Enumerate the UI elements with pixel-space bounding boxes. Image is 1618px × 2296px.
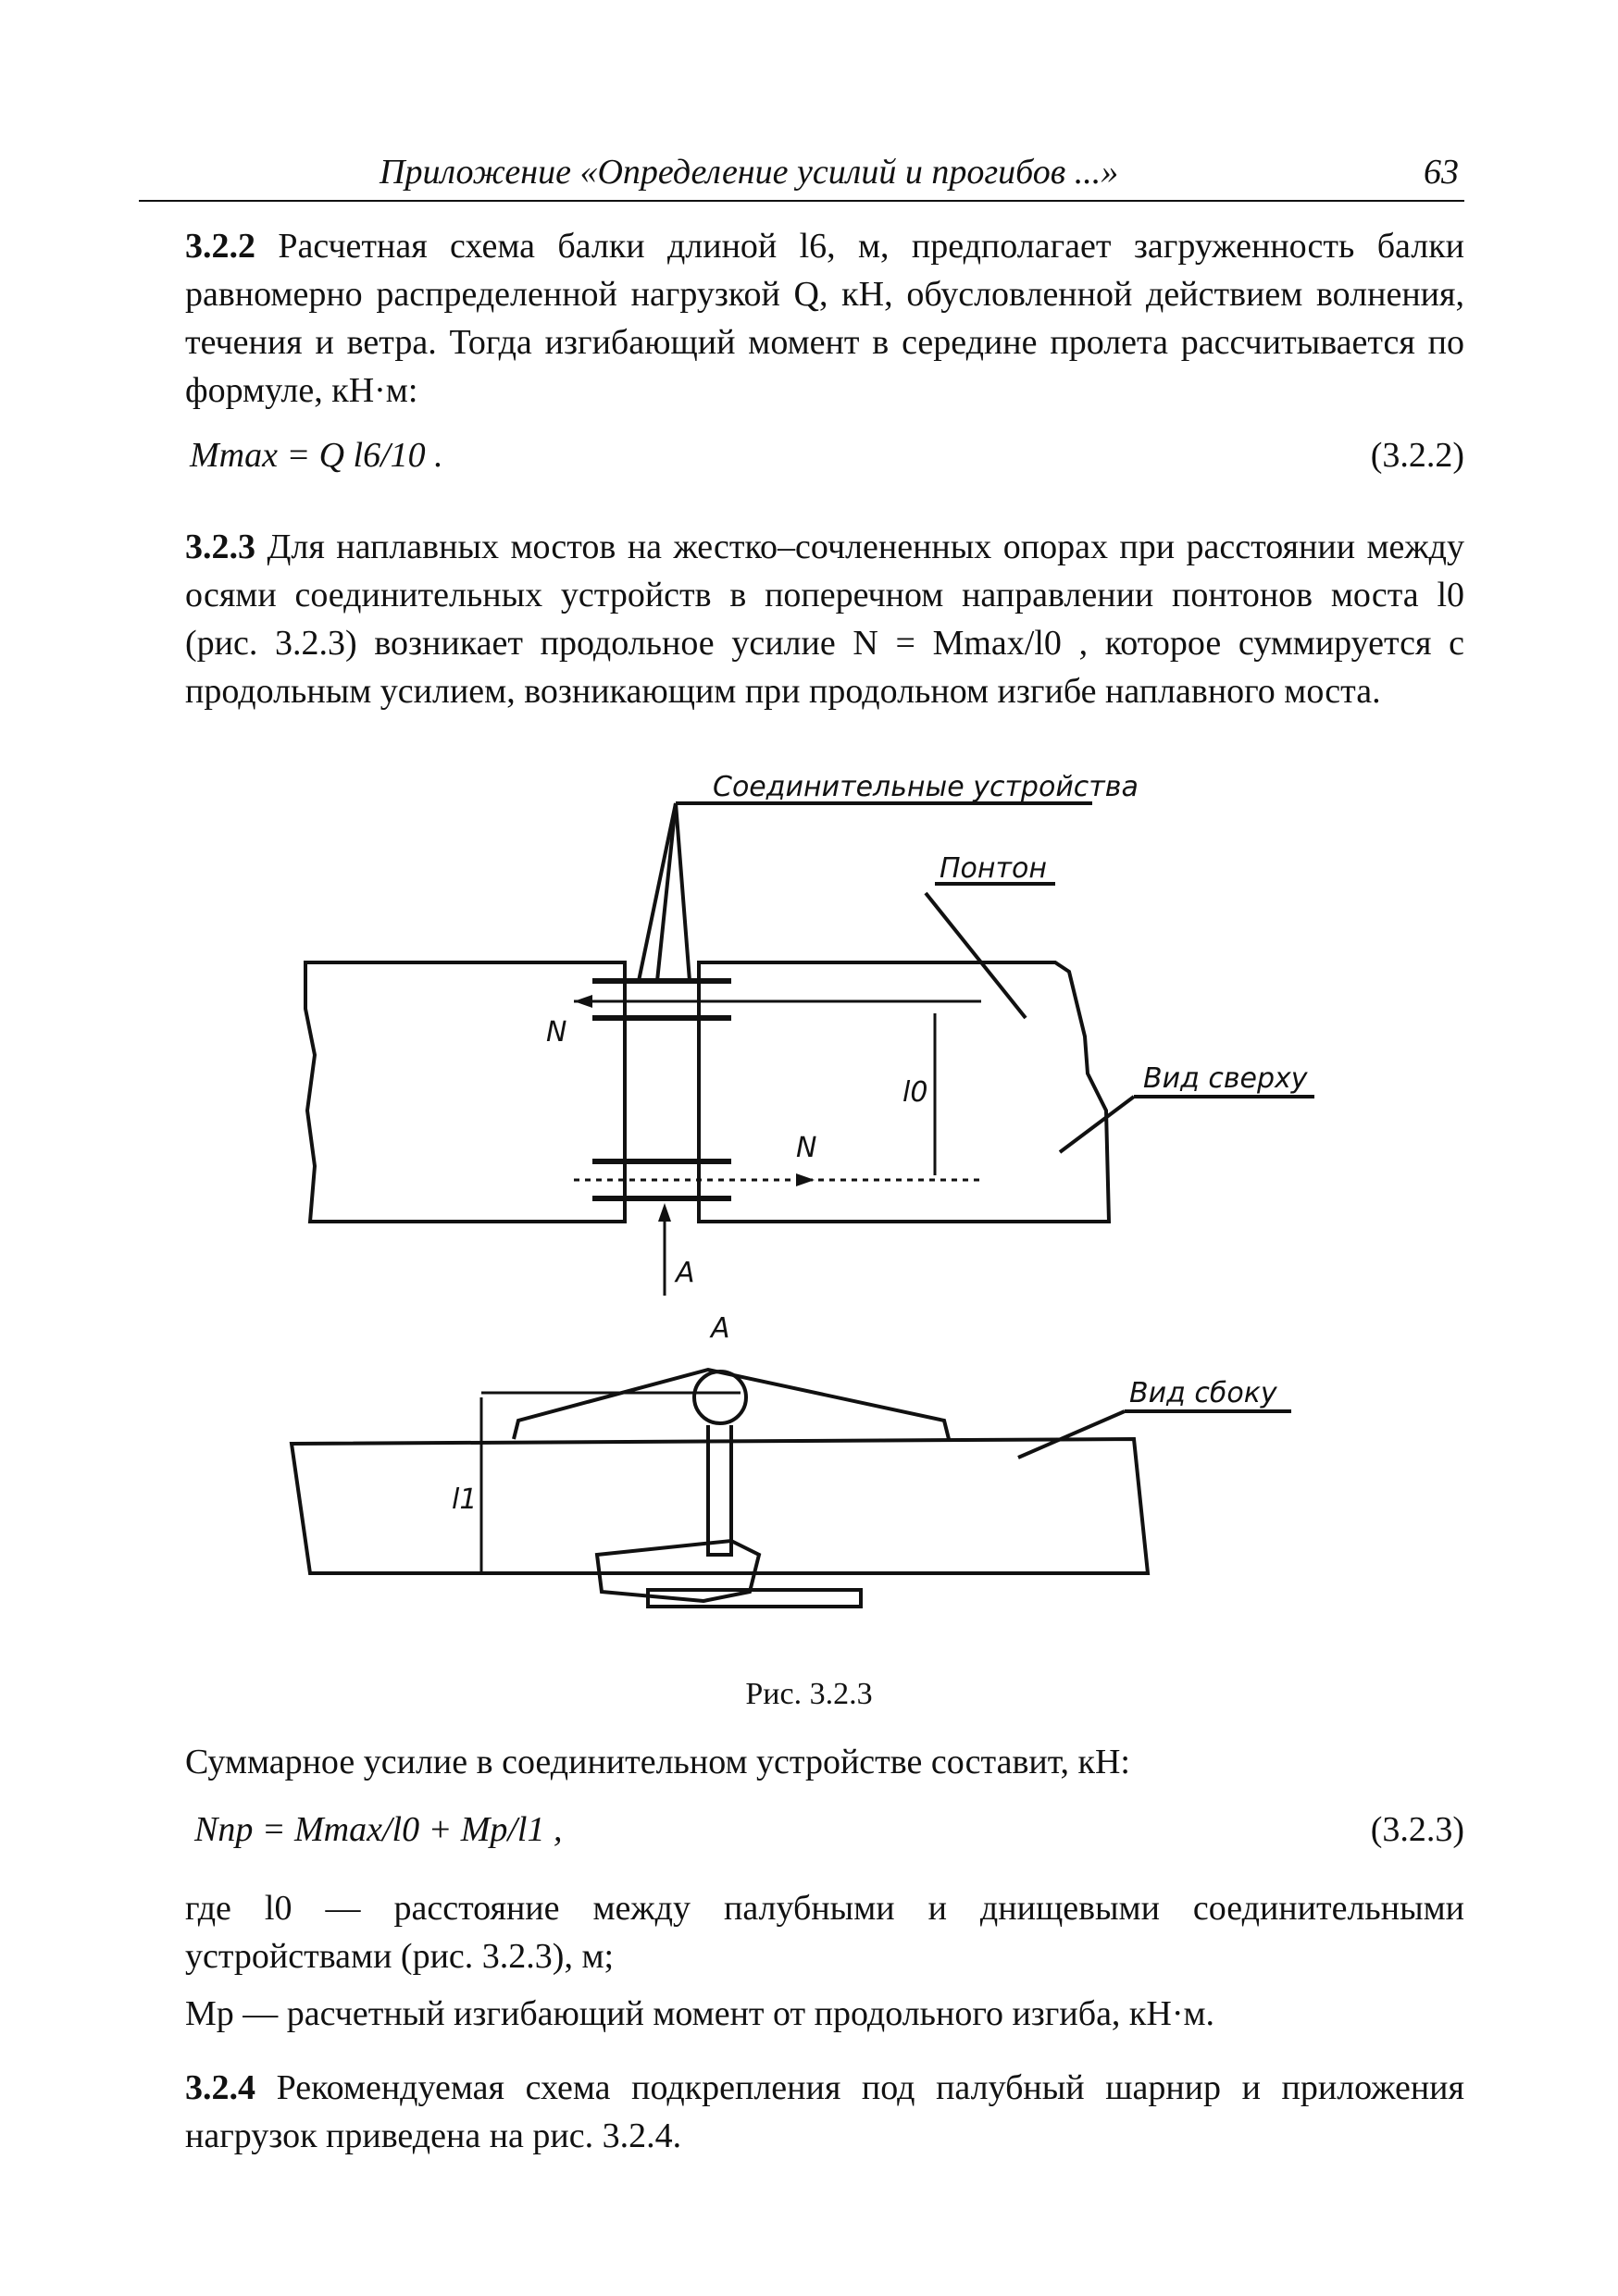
label-l1: l1	[452, 1483, 478, 1516]
label-n-bottom: N	[796, 1132, 817, 1164]
section-number: 3.2.3	[185, 527, 255, 566]
where-l0: где l0 — расстояние между палубными и днищевыми соединительными устройствами (рис. 3.2.3), м;	[185, 1889, 1464, 1976]
header-title: Приложение «Определение усилий и прогибов ...»	[380, 153, 1119, 192]
label-n-top: N	[546, 1016, 567, 1049]
label-connectors: Соединительные устройства	[713, 771, 1139, 803]
left-pontoon-top	[305, 962, 625, 1222]
force-arrow-head	[574, 995, 592, 1008]
total-force-text: Суммарное усилие в соединительном устройстве составит, кН:	[185, 1743, 1130, 1781]
formula-3-2-2: Mmax = Q l6/10 .	[190, 436, 443, 475]
equation-number: (3.2.3)	[1370, 1810, 1464, 1849]
equation-number: (3.2.2)	[1370, 436, 1464, 475]
label-a-side: A	[711, 1312, 730, 1345]
label-l0: l0	[902, 1076, 928, 1109]
paragraph-3-2-4	[185, 2064, 1464, 2160]
side-view-pontoon	[292, 1439, 1148, 1573]
label-side-view: Вид сбоку	[1129, 1377, 1277, 1409]
paragraph-text: Для наплавных мостов на жестко–сочлененных опорах при расстоянии между осями соединительных устройств в поперечном направлении понтонов моста l0 (рис. 3.2.3) возникает продольное усилие N = Mmax/l0 , которое суммируется с продольным усилием, возникающим при продольном изгибе наплавного моста.	[185, 527, 1464, 711]
label-top-view: Вид сверху	[1143, 1062, 1308, 1095]
page-header	[139, 148, 1464, 202]
a-arrow-head	[658, 1203, 671, 1222]
formula-3-2-3: Nпр = Mmax/l0 + Mp/l1 ,	[194, 1810, 563, 1849]
where-mp: Mp — расчетный изгибающий момент от продольного изгиба, кН·м.	[185, 1994, 1215, 2033]
paragraph-3-2-2	[185, 222, 1464, 415]
label-a-arrow: A	[676, 1257, 695, 1289]
hinge-circle	[694, 1371, 746, 1423]
paragraph-text: Рекомендуемая схема подкрепления под палубный шарнир и приложения нагрузок приведена на рис. 3.2.4.	[185, 2068, 1464, 2155]
section-number: 3.2.2	[185, 227, 255, 266]
page-number: 63	[1424, 153, 1459, 192]
paragraph-text: Расчетная схема балки длиной l6, м, предполагает загруженность балки равномерно распределенной нагрузкой Q, кН, обусловленной действием волнения, течения и ветра. Тогда изгибающий момент в середине пролета рассчитывается по формуле, кН·м:	[185, 227, 1464, 410]
section-number: 3.2.4	[185, 2068, 255, 2107]
paragraph-3-2-3	[185, 523, 1464, 715]
figure-caption: Рис. 3.2.3	[745, 1677, 873, 1711]
deck-hinge-plate	[514, 1370, 949, 1439]
force-arrow-head	[796, 1173, 815, 1186]
right-pontoon-top	[699, 962, 1109, 1222]
label-pontoon: Понтон	[940, 852, 1047, 885]
